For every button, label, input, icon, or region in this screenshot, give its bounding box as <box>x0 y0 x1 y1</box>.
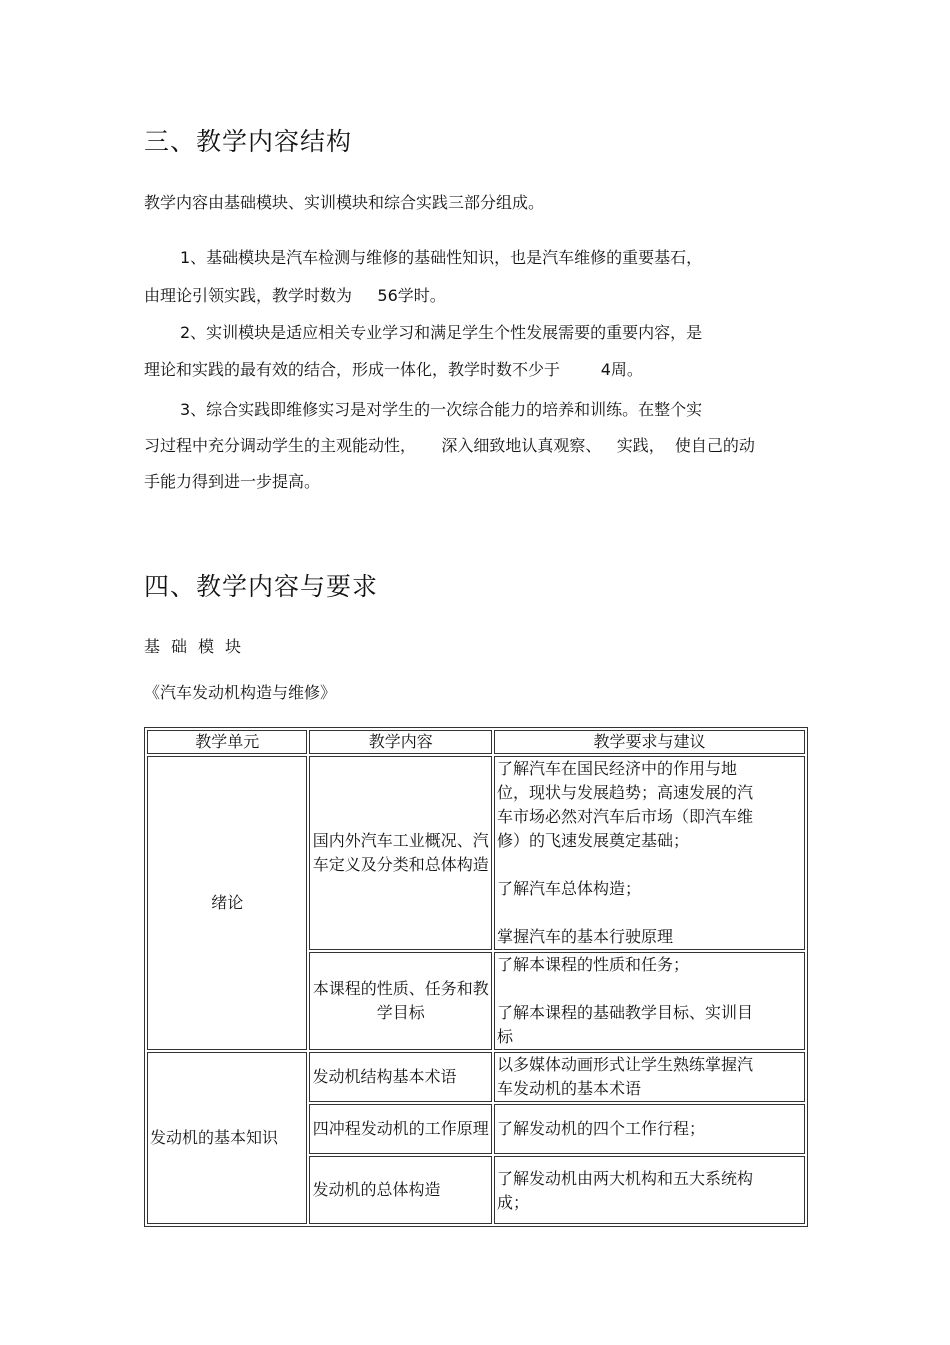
requirement-line: 了解本课程的基础教学目标、实训目 <box>497 1003 754 1022</box>
requirement-line: 成； <box>497 1193 530 1212</box>
course-title: 《汽车发动机构造与维修》 <box>144 683 337 702</box>
requirement-cell: 了解发动机的四个工作行程； <box>494 1104 805 1154</box>
requirement-line: 了解发动机由两大机构和五大系统构 <box>497 1169 754 1188</box>
requirement-line: 位，现状与发展趋势；高速发展的汽 <box>497 783 754 802</box>
unit-cell: 发动机的基本知识 <box>147 1052 307 1224</box>
paragraph-2-line-2: 理论和实践的最有效的结合，形成一体化，教学时数不少于 4周。 <box>144 360 643 379</box>
teaching-content-table <box>144 727 808 1227</box>
requirement-line: 了解汽车在国民经济中的作用与地 <box>497 759 738 778</box>
paragraph-3-line-2: 习过程中充分调动学生的主观能动性， 深入细致地认真观察、 实践， 使自己的动 <box>144 436 755 455</box>
section-3-intro: 教学内容由基础模块、实训模块和综合实践三部分组成。 <box>144 193 545 212</box>
module-label: 基础模块 <box>144 637 253 656</box>
section-3-title: 三、教学内容结构 <box>144 127 353 156</box>
content-cell: 发动机的总体构造 <box>309 1156 492 1224</box>
table-row <box>147 1052 805 1102</box>
content-cell: 国内外汽车工业概况、汽车定义及分类和总体构造 <box>309 756 492 950</box>
paragraph-2-line-1: 2、实训模块是适应相关专业学习和满足学生个性发展需要的重要内容，是 <box>180 323 703 342</box>
paragraph-1-line-1: 1、基础模块是汽车检测与维修的基础性知识，也是汽车维修的重要基石， <box>180 248 703 267</box>
requirement-cell <box>494 1156 805 1224</box>
requirement-line: 修）的飞速发展奠定基础； <box>497 831 690 850</box>
header-requirements: 教学要求与建议 <box>494 730 805 754</box>
section-4-title: 四、教学内容与要求 <box>144 572 379 601</box>
header-unit: 教学单元 <box>147 730 307 754</box>
requirement-line: 了解汽车总体构造； <box>497 879 642 898</box>
requirement-line: 车发动机的基本术语 <box>497 1079 642 1098</box>
requirement-cell <box>494 1052 805 1102</box>
paragraph-1-line-2: 由理论引领实践，教学时数为 56学时。 <box>144 286 446 305</box>
table-row <box>147 756 805 950</box>
requirement-line: 标 <box>497 1027 514 1046</box>
paragraph-3-line-3: 手能力得到进一步提高。 <box>144 472 321 491</box>
requirement-cell <box>494 756 805 950</box>
unit-cell: 绪论 <box>147 756 307 1050</box>
requirement-line: 以多媒体动画形式让学生熟练掌握汽 <box>497 1055 754 1074</box>
requirement-cell <box>494 952 805 1050</box>
content-cell: 四冲程发动机的工作原理 <box>309 1104 492 1154</box>
content-cell: 本课程的性质、任务和教学目标 <box>309 952 492 1050</box>
table-header-row <box>147 730 805 754</box>
content-cell: 发动机结构基本术语 <box>309 1052 492 1102</box>
requirement-line: 掌握汽车的基本行驶原理 <box>497 927 674 946</box>
header-content: 教学内容 <box>309 730 492 754</box>
requirement-line: 了解本课程的性质和任务； <box>497 955 690 974</box>
requirement-line: 车市场必然对汽车后市场（即汽车维 <box>497 807 754 826</box>
paragraph-3-line-1: 3、综合实践即维修实习是对学生的一次综合能力的培养和训练。在整个实 <box>180 400 703 419</box>
